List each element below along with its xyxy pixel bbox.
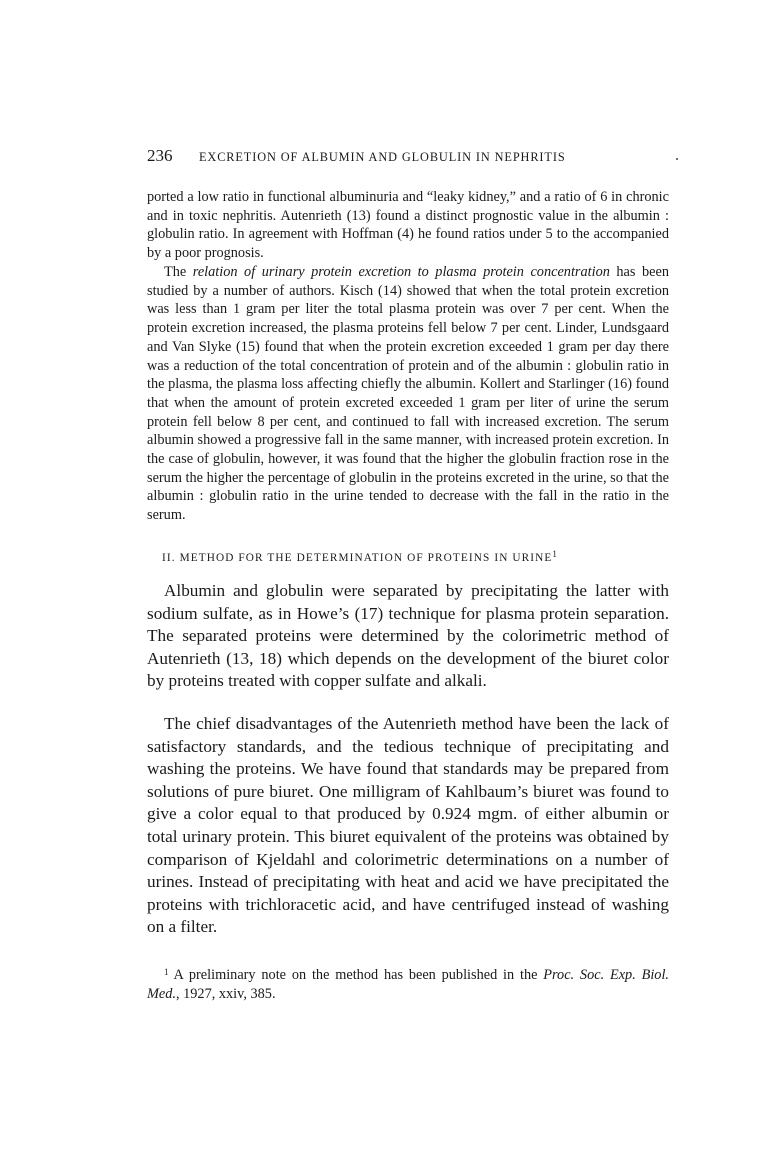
footnote-mark: 1 <box>164 967 169 977</box>
paragraph-text: ported a low ratio in functional albuminuria and “leaky kidney,” and a ratio of 6 in chronic and in toxic nephritis. Autenrieth (13) found a distinct prognostic value in the albumin : globulin ratio. In agreement with Hoffman (4) he found ratios under 5 to the accompanied by a poor prognosis. <box>147 189 669 262</box>
footnote-journal: Proc. Soc. Exp. Biol. Med. <box>147 967 669 1002</box>
italic-topic: relation of urinary protein excretion to plasma protein concentration <box>192 264 610 280</box>
paragraph-text: The chief disadvantages of the Autenrieth method have been the lack of satisfactory standards, and the tedious technique of precipitating and washing the proteins. We have found that standards may be prepared from solutions of pure biuret. One milligram of Kahlbaum’s biuret was found to give a color equal to that produced by 0.924 mgm. of either albumin or total urinary protein. This biuret equivalent of the proteins was obtained by comparison of Kjeldahl and colorimetric determinations on a number of urines. Instead of precipitating with heat and acid we have precipitated the proteins with trichloracetic acid, and have centrifuged instead of washing on a filter. <box>147 714 669 937</box>
section-heading <box>162 549 662 564</box>
footnote-text <box>147 966 669 1003</box>
page-number: 236 <box>147 146 173 165</box>
paragraph-method <box>147 580 669 693</box>
footnote <box>147 966 669 1003</box>
footnote-after: , 1927, xxiv, 385. <box>175 985 276 1002</box>
running-header <box>147 146 677 170</box>
running-title: EXCRETION OF ALBUMIN AND GLOBULIN IN NEPHRITIS <box>199 150 566 164</box>
paragraph-continued <box>147 188 669 263</box>
footnote-before: A preliminary note on the method has been published in the <box>168 967 544 983</box>
paragraph-disadvantages <box>147 713 669 939</box>
paragraph-text: Albumin and globulin were separated by precipitating the latter with sodium sulfate, as in Howe’s (17) technique for plasma protein separation. The separated proteins were determined by the colorimetric method of Autenrieth (13, 18) which depends on the development of the biuret color by proteins treated with copper sulfate and alkali. <box>147 581 669 691</box>
footnote-reference: 1 <box>552 549 557 559</box>
paragraph-relation <box>147 263 669 525</box>
margin-dot <box>676 158 678 160</box>
section-heading-text: II. METHOD FOR THE DETERMINATION OF PROTEINS IN URINE <box>162 552 553 564</box>
paragraph-lead: The <box>164 264 193 280</box>
paragraph-rest: has been studied by a number of authors. Kisch (14) showed that when the total protein excretion was less than 1 gram per liter the total plasma protein was over 7 per cent. When the protein excretion increased, the plasma proteins fell below 7 per cent. Linder, Lundsgaard and Van Slyke (15) found that when the protein excretion exceeded 1 gram per day there was a reduction of the total concentration of protein and of the albumin : globulin ratio in the plasma, the plasma loss affecting chiefly the albumin. Kollert and Starlinger (16) found that when the amount of protein excreted exceeded 1 gram per liter of urine the serum protein fell below 8 per cent, and continued to fall with increased excretion. The serum albumin showed a progressive fall in the same manner, with increased protein excretion. In the case of globulin, however, it was found that the higher the globulin fraction rose in the serum the higher the percentage of globulin in the proteins excreted in the urine, so that the albumin : globulin ratio in the urine tended to decrease with the fall in the ratio in the serum. <box>147 264 669 524</box>
paragraph-text <box>147 263 669 525</box>
